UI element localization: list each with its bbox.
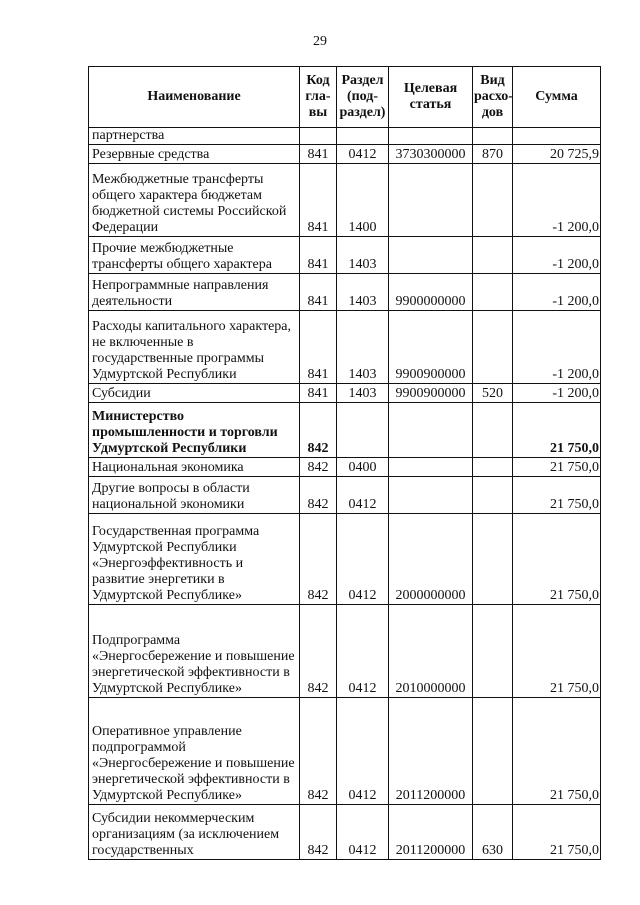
row-ved-cell: 841: [300, 237, 337, 274]
header-section: [337, 67, 389, 128]
table-row: [89, 237, 601, 274]
row-kind-cell: [473, 605, 513, 698]
header-ved-code-text: Код гла- вы: [305, 73, 331, 120]
row-sum-cell: 21 750,0: [513, 477, 601, 514]
row-section-cell: [337, 128, 389, 145]
row-target-cell: 9900900000: [389, 311, 473, 384]
row-target-cell: 9900900000: [389, 384, 473, 403]
row-sum-cell: 21 750,0: [513, 698, 601, 805]
row-kind-cell: [473, 403, 513, 458]
budget-table: [88, 66, 601, 860]
row-target-cell: 3730300000: [389, 145, 473, 164]
header-ved-code: [300, 67, 337, 128]
row-name-cell: партнерства: [89, 128, 300, 145]
row-ved-cell: 841: [300, 311, 337, 384]
row-name-cell: Другие вопросы в области национальной экономики: [89, 477, 300, 514]
row-section-cell: 1403: [337, 384, 389, 403]
table-row: [89, 164, 601, 237]
row-name-cell: Резервные средства: [89, 145, 300, 164]
row-section-cell: 0412: [337, 514, 389, 605]
row-ved-cell: 842: [300, 403, 337, 458]
page-number: 29: [313, 34, 327, 49]
row-kind-cell: [473, 164, 513, 237]
row-name-cell: Национальная экономика: [89, 458, 300, 477]
table-row: [89, 274, 601, 311]
row-section-cell: 0412: [337, 477, 389, 514]
table-row: [89, 805, 601, 860]
table-body: [89, 128, 601, 860]
row-ved-cell: 842: [300, 805, 337, 860]
row-sum-cell: 21 750,0: [513, 805, 601, 860]
table-row: [89, 311, 601, 384]
row-name-cell: Оперативное управление подпрограммой «Энергосбережение и повышение энергетической эффективности в Удмуртской Республике»: [89, 698, 300, 805]
row-kind-cell: 870: [473, 145, 513, 164]
row-target-cell: [389, 458, 473, 477]
row-name-cell: Государственная программа Удмуртской Республики «Энергоэффективность и развитие энергетики в Удмуртской Республике»: [89, 514, 300, 605]
header-expense-kind: [473, 67, 513, 128]
row-ved-cell: 841: [300, 145, 337, 164]
table-row: [89, 514, 601, 605]
row-ved-cell: 841: [300, 384, 337, 403]
row-name-cell: Прочие межбюджетные трансферты общего характера: [89, 237, 300, 274]
row-ved-cell: 842: [300, 477, 337, 514]
row-target-cell: [389, 128, 473, 145]
table-header-row: [89, 67, 601, 128]
row-section-cell: 0412: [337, 805, 389, 860]
row-name-cell: Межбюджетные трансферты общего характера бюджетам бюджетной системы Российской Федерации: [89, 164, 300, 237]
row-sum-cell: 21 750,0: [513, 605, 601, 698]
row-sum-cell: 21 750,0: [513, 403, 601, 458]
row-section-cell: 0412: [337, 605, 389, 698]
row-name-cell: Расходы капитального характера, не включенные в государственные программы Удмуртской Республики: [89, 311, 300, 384]
row-target-cell: 2011200000: [389, 698, 473, 805]
row-sum-cell: -1 200,0: [513, 311, 601, 384]
row-kind-cell: [473, 698, 513, 805]
row-sum-cell: 21 750,0: [513, 458, 601, 477]
header-target-article: [389, 67, 473, 128]
row-name-cell: Министерство промышленности и торговли Удмуртской Республики: [89, 403, 300, 458]
row-target-cell: 2011200000: [389, 805, 473, 860]
row-section-cell: [337, 403, 389, 458]
row-ved-cell: 841: [300, 164, 337, 237]
table-row: [89, 698, 601, 805]
row-ved-cell: 842: [300, 514, 337, 605]
table-row: [89, 403, 601, 458]
row-target-cell: 2000000000: [389, 514, 473, 605]
row-sum-cell: 20 725,9: [513, 145, 601, 164]
row-section-cell: 0412: [337, 145, 389, 164]
row-sum-cell: [513, 128, 601, 145]
row-kind-cell: [473, 274, 513, 311]
table-row: [89, 384, 601, 403]
row-section-cell: 1403: [337, 237, 389, 274]
row-name-cell: Субсидии некоммерческим организациям (за исключением государственных: [89, 805, 300, 860]
row-kind-cell: [473, 311, 513, 384]
header-sum: Сумма: [513, 67, 601, 128]
row-ved-cell: 842: [300, 698, 337, 805]
row-sum-cell: -1 200,0: [513, 274, 601, 311]
header-expense-kind-text: Вид расхо- дов: [474, 73, 513, 120]
row-target-cell: [389, 237, 473, 274]
row-sum-cell: -1 200,0: [513, 384, 601, 403]
row-ved-cell: 841: [300, 274, 337, 311]
row-target-cell: [389, 403, 473, 458]
row-name-cell: Непрограммные направления деятельности: [89, 274, 300, 311]
table-row: [89, 477, 601, 514]
row-kind-cell: 630: [473, 805, 513, 860]
row-kind-cell: [473, 128, 513, 145]
row-section-cell: 0400: [337, 458, 389, 477]
row-section-cell: 1403: [337, 311, 389, 384]
row-ved-cell: 842: [300, 458, 337, 477]
row-target-cell: 9900000000: [389, 274, 473, 311]
row-section-cell: 1403: [337, 274, 389, 311]
row-kind-cell: [473, 458, 513, 477]
row-name-cell: Подпрограмма «Энергосбережение и повышение энергетической эффективности в Удмуртской Республике»: [89, 605, 300, 698]
header-name: Наименование: [89, 67, 300, 128]
table-row: [89, 605, 601, 698]
row-target-cell: [389, 164, 473, 237]
row-section-cell: 1400: [337, 164, 389, 237]
row-name-cell: Субсидии: [89, 384, 300, 403]
row-sum-cell: 21 750,0: [513, 514, 601, 605]
table-row: [89, 128, 601, 145]
row-ved-cell: 842: [300, 605, 337, 698]
row-target-cell: 2010000000: [389, 605, 473, 698]
header-target-article-text: Целевая статья: [403, 81, 458, 112]
row-kind-cell: [473, 477, 513, 514]
row-target-cell: [389, 477, 473, 514]
row-sum-cell: -1 200,0: [513, 164, 601, 237]
table-row: [89, 145, 601, 164]
row-section-cell: 0412: [337, 698, 389, 805]
row-sum-cell: -1 200,0: [513, 237, 601, 274]
row-kind-cell: [473, 237, 513, 274]
row-kind-cell: [473, 514, 513, 605]
row-ved-cell: [300, 128, 337, 145]
header-section-text: Раздел (под- раздел): [339, 73, 386, 120]
table-row: [89, 458, 601, 477]
row-kind-cell: 520: [473, 384, 513, 403]
